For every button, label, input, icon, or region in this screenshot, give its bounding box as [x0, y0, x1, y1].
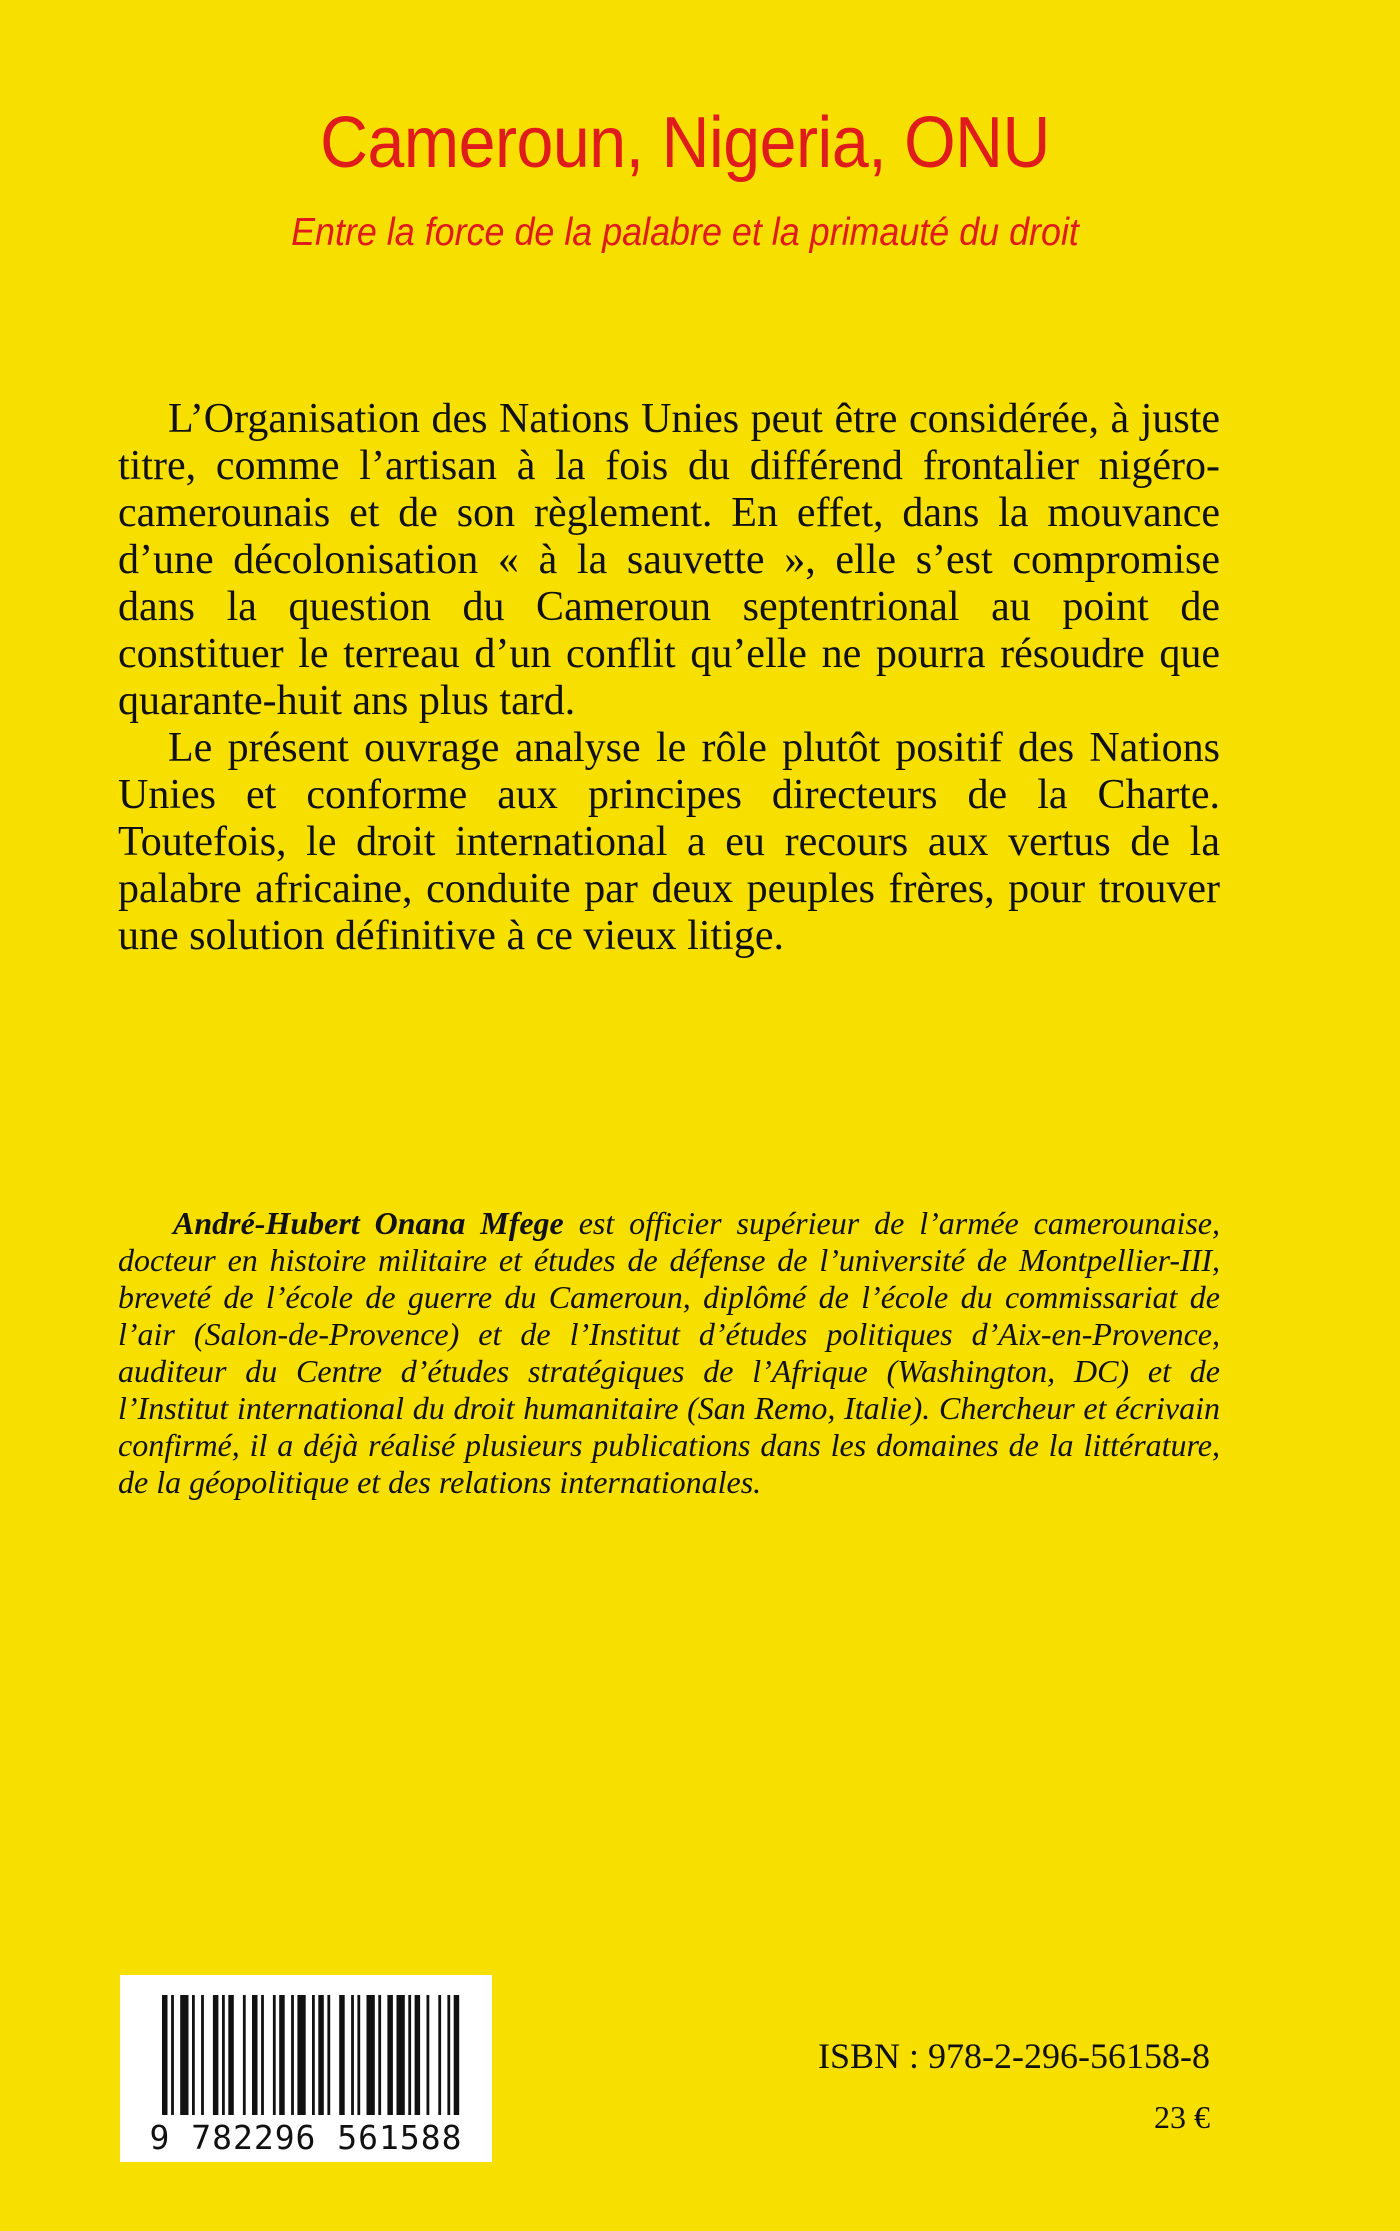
barcode-bar: [327, 1995, 330, 2115]
barcode-bar: [201, 1995, 204, 2115]
barcode-bar: [192, 1995, 195, 2115]
summary-text: [118, 396, 1220, 960]
barcode-bar: [367, 1995, 375, 2115]
barcode-bar: [279, 1995, 285, 2115]
barcode-bar: [408, 1995, 411, 2115]
barcode: [120, 1975, 492, 2162]
barcode-bar: [415, 1995, 421, 2115]
barcode-bar: [454, 1995, 460, 2115]
barcode-bar: [291, 1995, 294, 2115]
barcode-bar: [357, 1995, 360, 2115]
barcode-bar: [252, 1995, 258, 2115]
author-bio-text: est officier supérieur de l’armée camerounaise, docteur en histoire militaire et études de défense de l’université de Montpellier-III, breveté de l’école de guerre du Cameroun, diplômé de l’école du commissariat de l’air (Salon-de-Provence) et de l’Institut d’études politiques d’Aix-en-Provence, auditeur du Centre d’études stratégiques de l’Afrique (Washington, DC) et de l’Institut international du droit humanitaire (San Remo, Italie). Chercheur et écrivain confirmé, il a déjà réalisé plusieurs publications dans les domaines de la littérature, de la géopolitique et des relations internationales.: [118, 1205, 1221, 1500]
barcode-bar: [222, 1995, 225, 2115]
summary-paragraph-1: L’Organisation des Nations Unies peut être considérée, à juste titre, comme l’artisan à la fois du différend frontalier nigéro-camerounais et de son règlement. En effet, dans la mouvance d’une décolonisation « à la sauvette », elle s’est compromise dans la question du Cameroun septentrional au point de constituer le terreau d’un conflit qu’elle ne pourra résoudre que quarante-huit ans plus tard.: [118, 396, 1220, 724]
barcode-bar: [427, 1995, 430, 2115]
barcode-bar: [397, 1995, 405, 2115]
price-label: 23 €: [1154, 2099, 1210, 2135]
barcode-bar: [180, 1995, 188, 2115]
author-name: André-Hubert Onana Mfege: [173, 1205, 564, 1241]
book-subtitle: Entre la force de la palabre et la primauté du droit: [291, 211, 1079, 254]
barcode-bar: [312, 1995, 315, 2115]
barcode-bar: [318, 1995, 324, 2115]
barcode-bar: [162, 1995, 168, 2115]
barcode-bar: [213, 1995, 219, 2115]
barcode-bar: [438, 1995, 441, 2115]
barcode-bar: [387, 1995, 393, 2115]
barcode-bar: [261, 1995, 264, 2115]
barcode-digits: 9 782296 561588: [149, 2118, 463, 2157]
barcode-bar: [297, 1995, 305, 2115]
barcode-bar: [243, 1995, 246, 2115]
author-bio: [118, 1205, 1220, 1501]
barcode-bar: [339, 1995, 345, 2115]
book-title: Cameroun, Nigeria, ONU: [320, 103, 1050, 183]
barcode-bar: [273, 1995, 276, 2115]
barcode-bar: [351, 1995, 354, 2115]
barcode-bar: [378, 1995, 381, 2115]
summary-paragraph-2: Le présent ouvrage analyse le rôle plutôt positif des Nations Unies et conforme aux principes directeurs de la Charte. Toutefois, le droit international a eu recours aux vertus de la palabre africaine, conduite par deux peuples frères, pour trouver une solution définitive à ce vieux litige.: [118, 725, 1220, 959]
barcode-bar: [228, 1995, 234, 2115]
barcode-bar: [447, 1995, 450, 2115]
barcode-bar: [171, 1995, 174, 2115]
isbn-label: ISBN : 978-2-296-56158-8: [818, 2036, 1210, 2076]
